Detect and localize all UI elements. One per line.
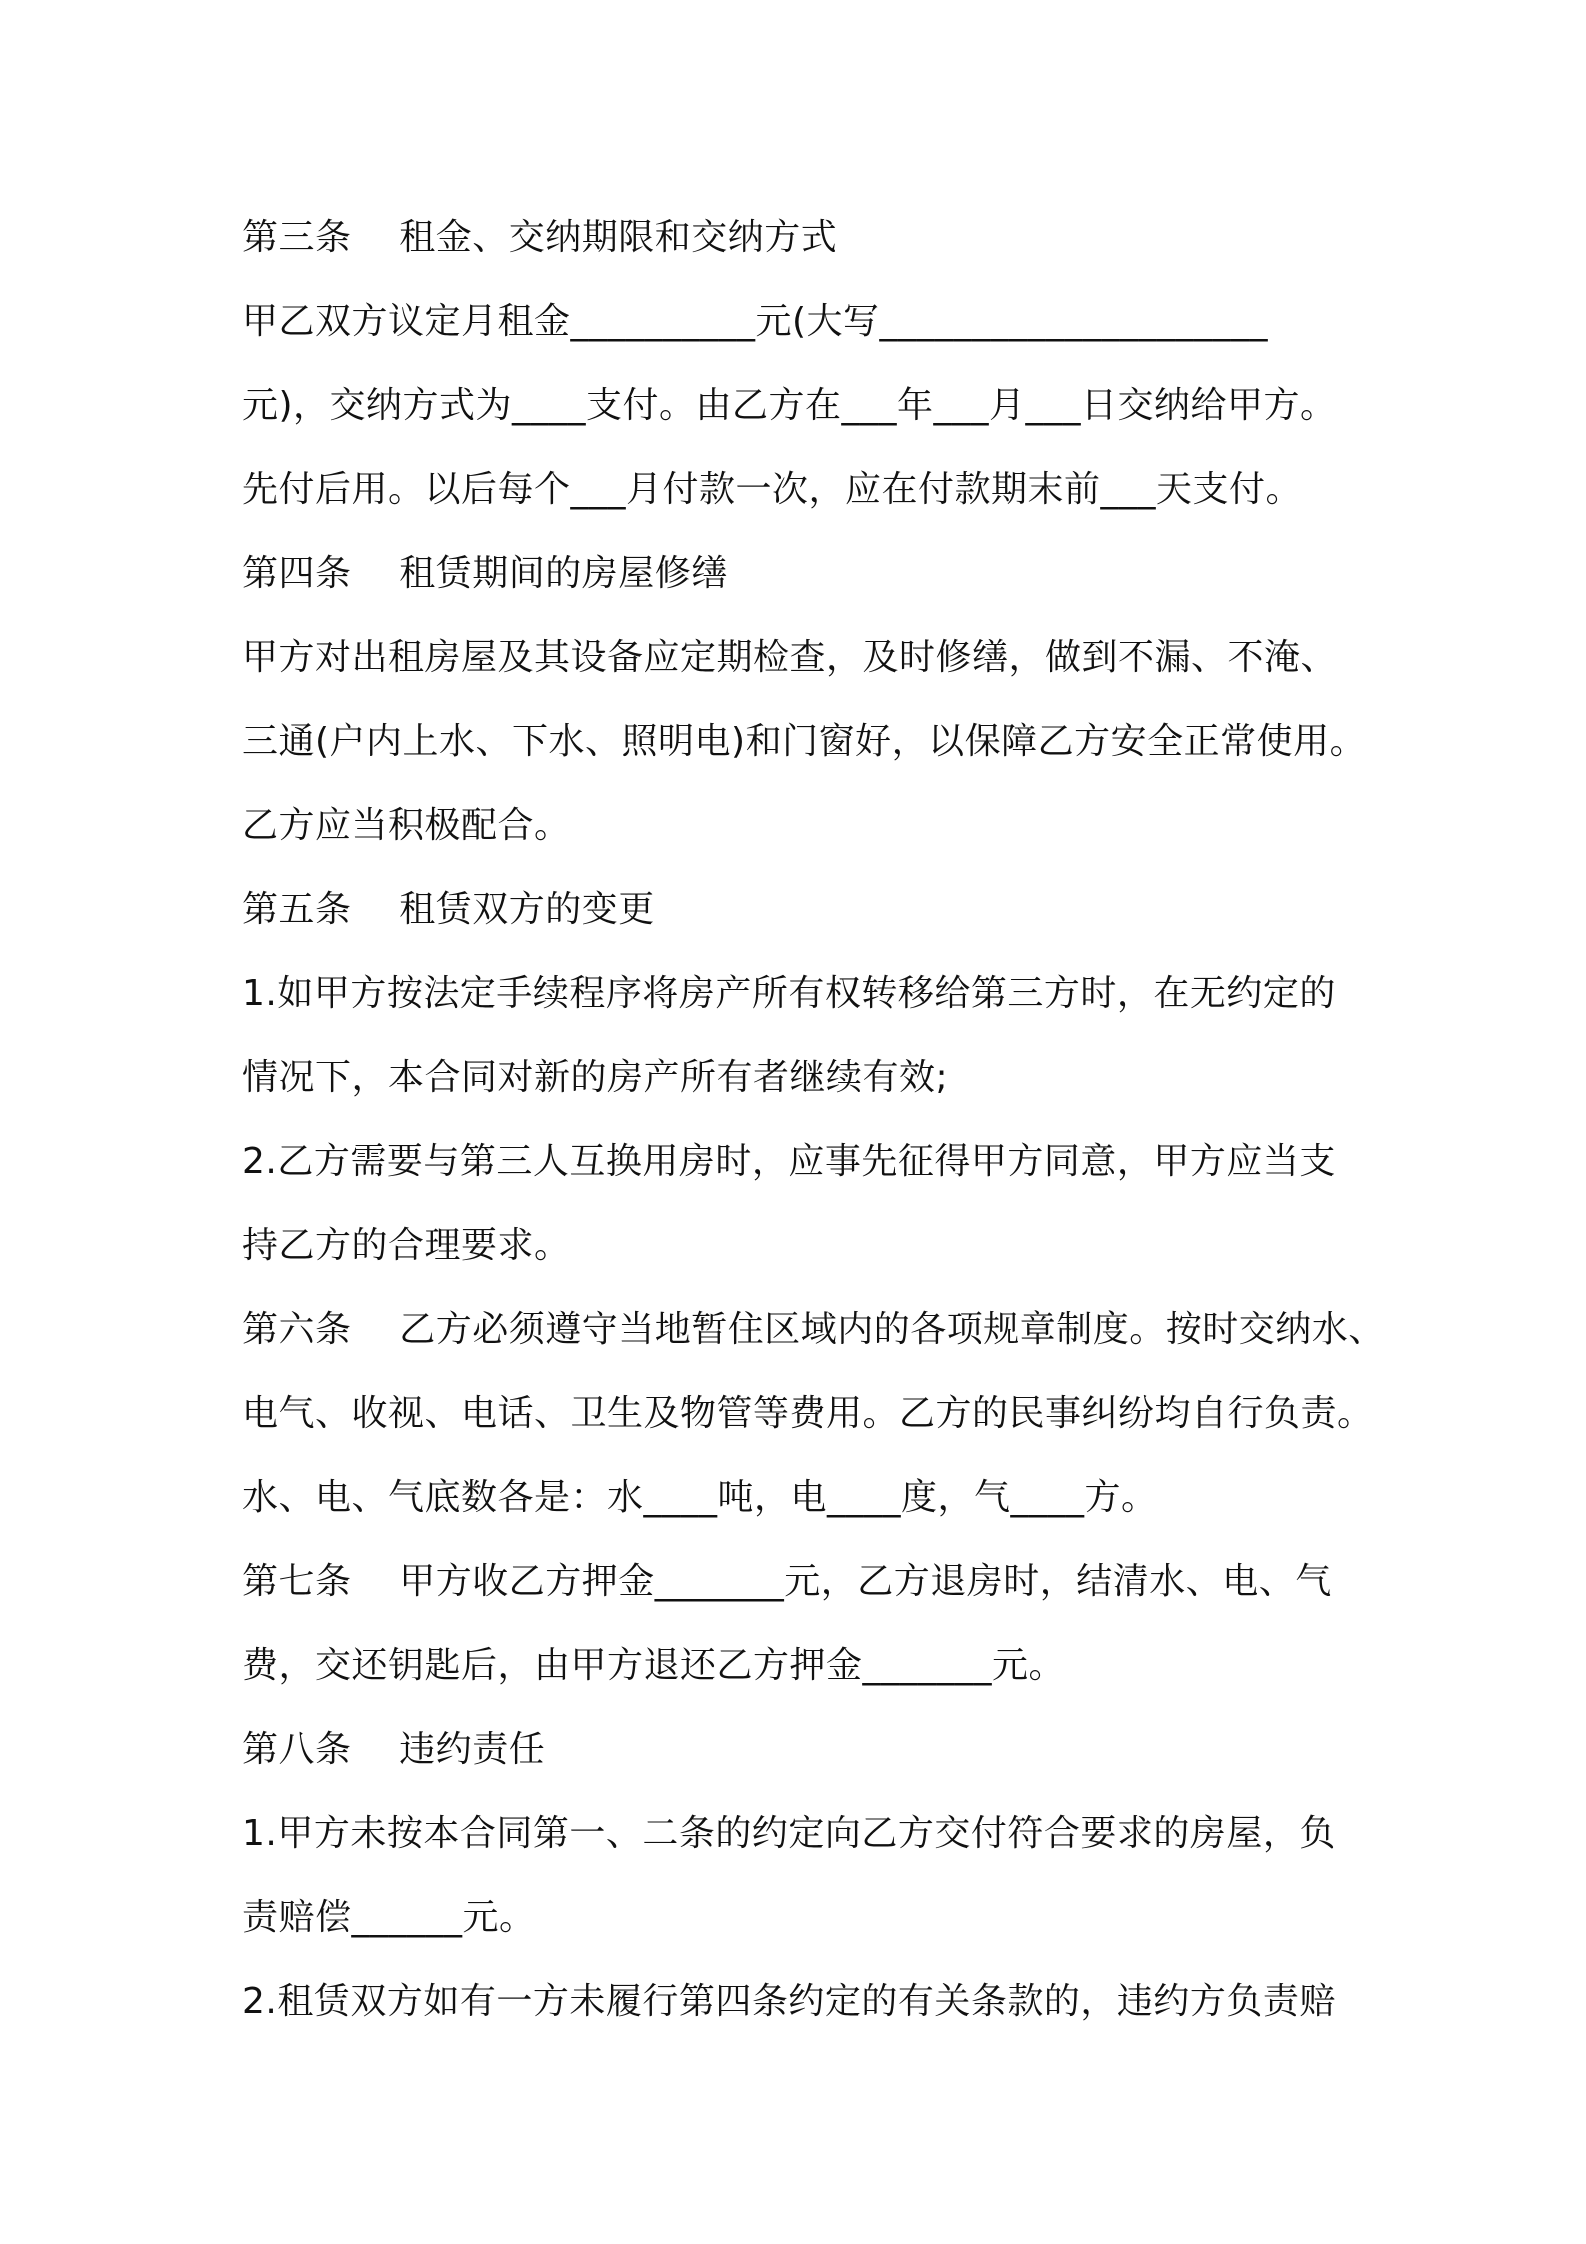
paragraph-line: 1.甲方未按本合同第一、二条的约定向乙方交付符合要求的房屋，负 (242, 1813, 1336, 1854)
paragraph-line: 电气、收视、电话、卫生及物管等费用。乙方的民事纠纷均自行负责。 (242, 1393, 1374, 1434)
paragraph-line: 甲乙双方议定月租金__________元(大写_____________________ (242, 301, 1269, 342)
paragraph-line: 先付后用。以后每个___月付款一次，应在付款期末前___天支付。 (242, 469, 1303, 510)
document-body (242, 196, 1385, 2044)
article-5-heading: 第五条 租赁双方的变更 (242, 889, 655, 930)
paragraph-line: 责赔偿______元。 (242, 1897, 536, 1938)
paragraph-line: 元)，交纳方式为____支付。由乙方在___年___月___日交纳给甲方。 (242, 385, 1337, 426)
paragraph-line: 三通(户内上水、下水、照明电)和门窗好，以保障乙方安全正常使用。 (242, 721, 1367, 762)
article-3-heading: 第三条 租金、交纳期限和交纳方式 (242, 217, 838, 258)
paragraph-line: 甲方对出租房屋及其设备应定期检查，及时修缮，做到不漏、不淹、 (242, 637, 1338, 678)
paragraph-line: 费，交还钥匙后，由甲方退还乙方押金_______元。 (242, 1645, 1066, 1686)
paragraph-line: 水、电、气底数各是：水____吨，电____度，气____方。 (242, 1477, 1158, 1518)
paragraph-line: 2.乙方需要与第三人互换用房时，应事先征得甲方同意，甲方应当支 (242, 1141, 1336, 1182)
paragraph-line: 1.如甲方按法定手续程序将房产所有权转移给第三方时，在无约定的 (242, 973, 1336, 1014)
paragraph-line: 乙方应当积极配合。 (242, 805, 571, 846)
article-7-paragraph: 第七条 甲方收乙方押金_______元，乙方退房时，结清水、电、气 (242, 1561, 1332, 1602)
article-6-paragraph: 第六条 乙方必须遵守当地暂住区域内的各项规章制度。按时交纳水、 (242, 1309, 1385, 1350)
paragraph-line: 持乙方的合理要求。 (242, 1225, 571, 1266)
paragraph-line: 2.租赁双方如有一方未履行第四条约定的有关条款的，违约方负责赔 (242, 1981, 1336, 2022)
paragraph-line: 情况下，本合同对新的房产所有者继续有效; (242, 1057, 949, 1098)
article-8-heading: 第八条 违约责任 (242, 1729, 546, 1770)
article-4-heading: 第四条 租赁期间的房屋修缮 (242, 553, 728, 594)
